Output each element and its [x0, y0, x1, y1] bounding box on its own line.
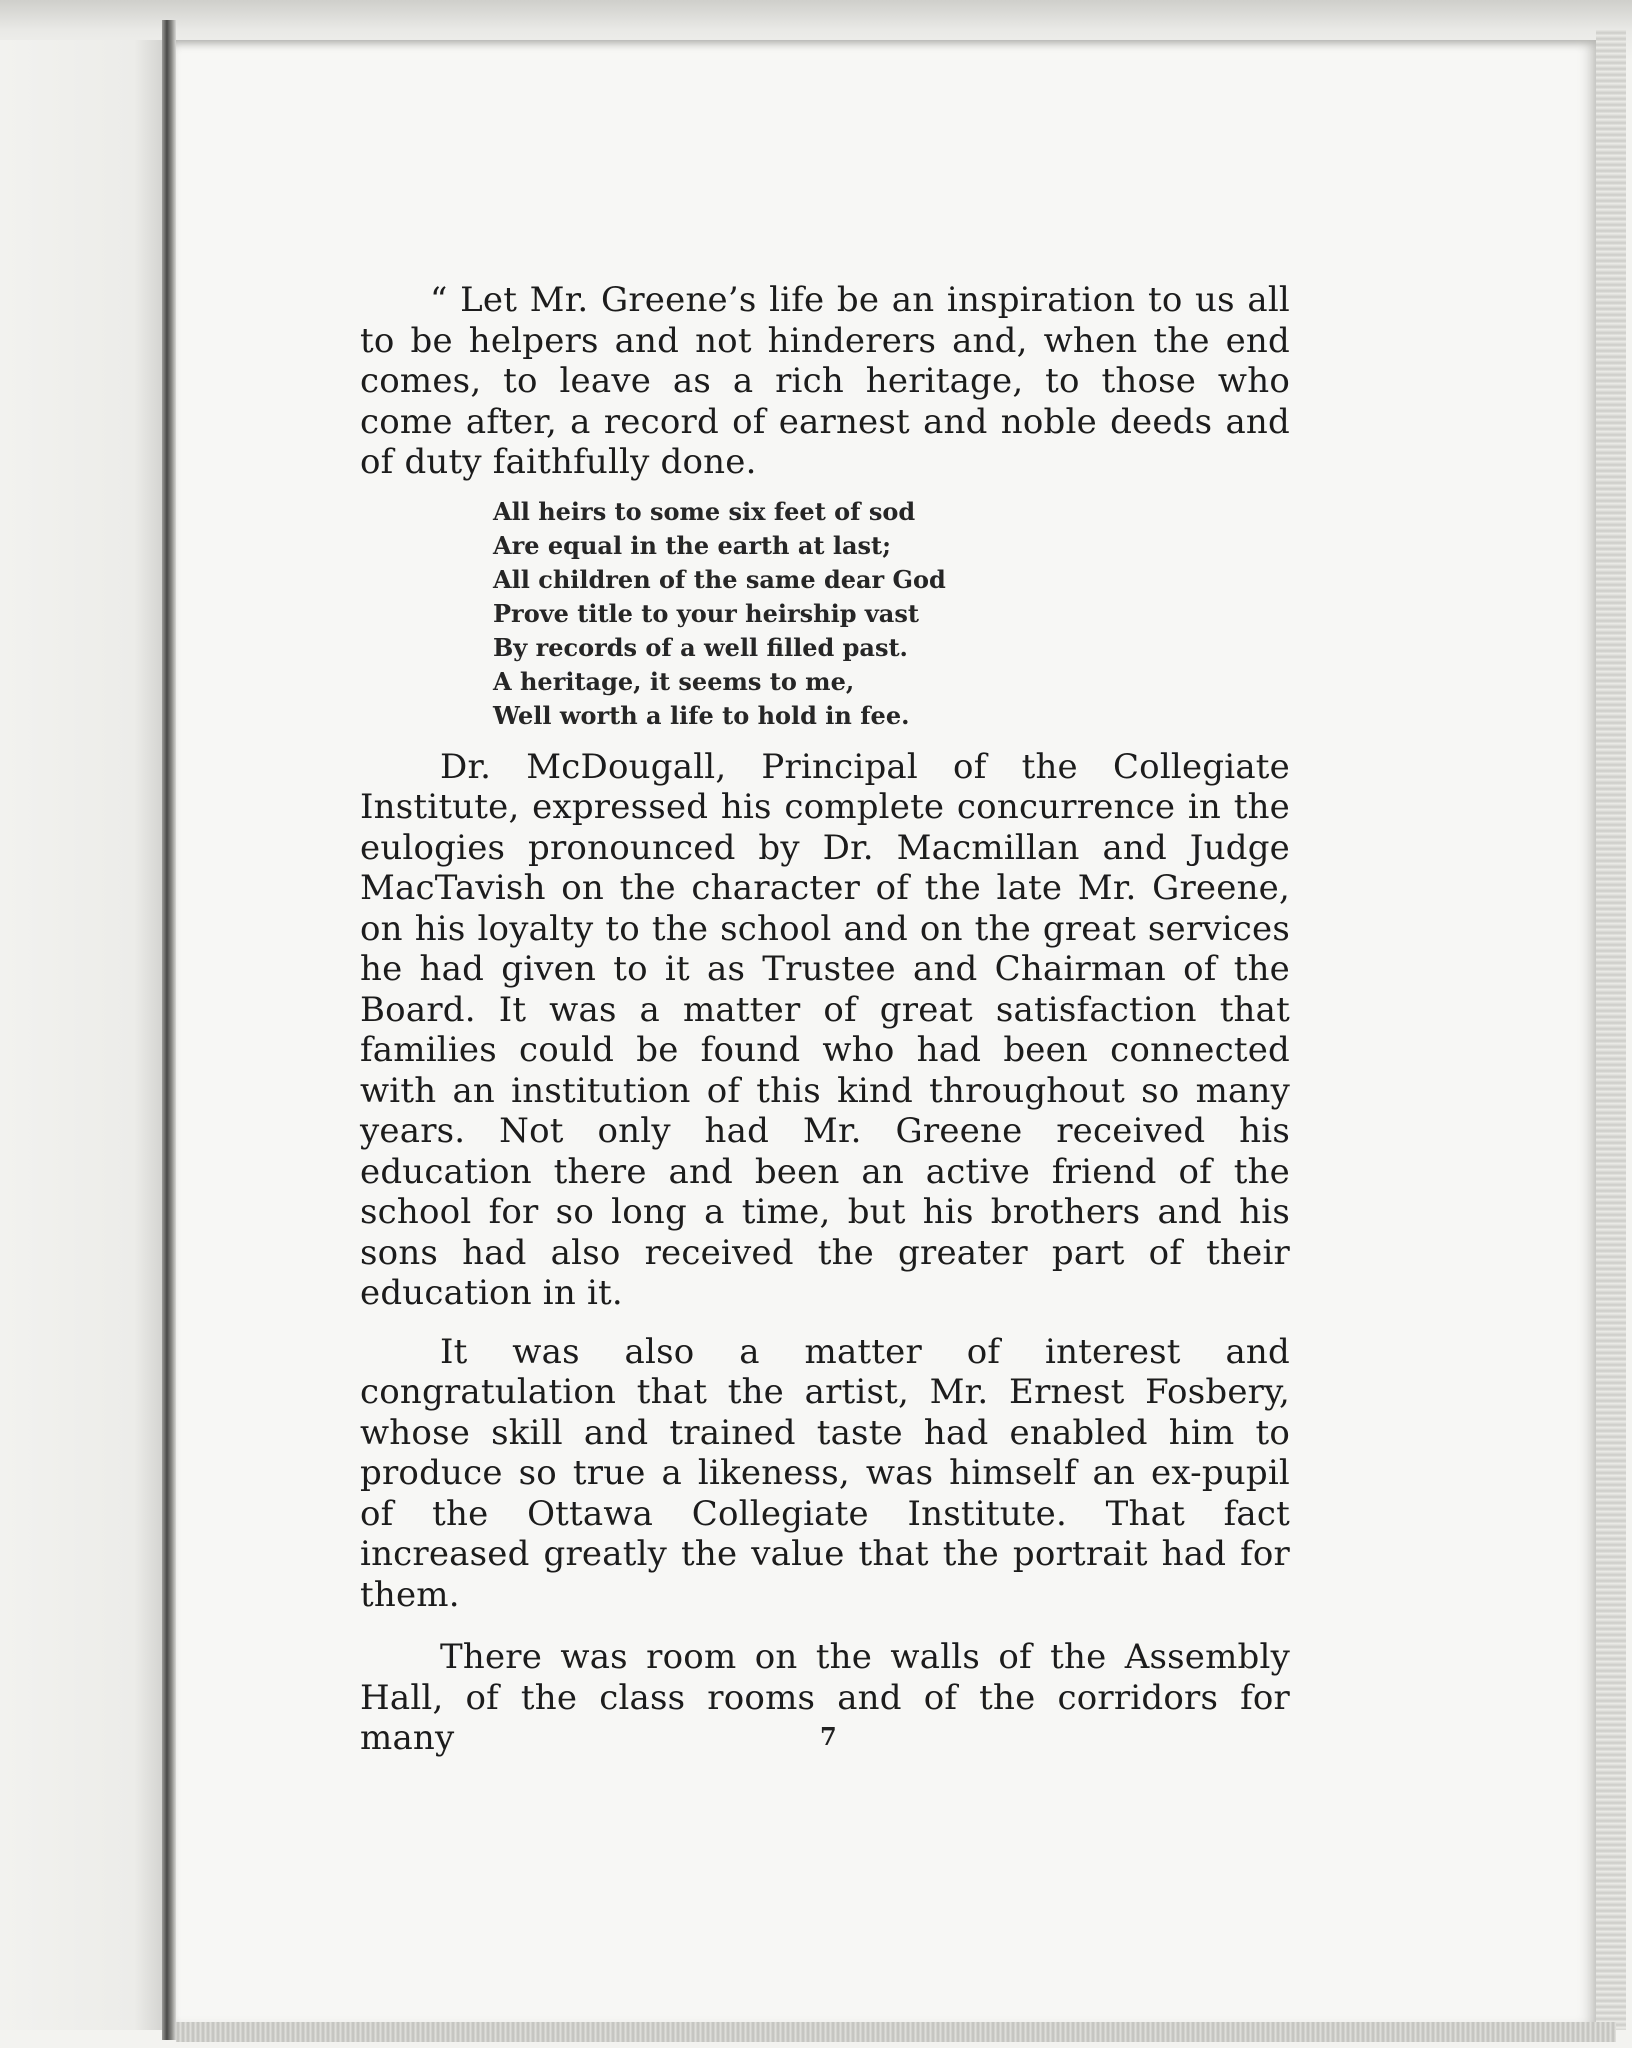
- poem-line: By records of a well filled past.: [493, 632, 908, 662]
- mcdougall-paragraph: Dr. McDougall, Principal of the Collegiate Institute, expressed his complete concurrence in the eulogies pronounced by Dr. Macmillan and Judge MacTavish on the character of the late Mr. Greene, on his loyalty to the school and on the great services he had given to it as Trustee and Chairman of the Board. It was a matter of great satisfaction that families could be found who had been connected with an institution of this kind throughout so many years. Not only had Mr. Greene received his education there and been an active friend of the school for so long a time, but his brothers and his sons had also received the greater part of their education in it.: [360, 746, 1290, 1313]
- book-spine: [162, 20, 176, 2040]
- left-page: [0, 40, 168, 2030]
- poem-line: All children of the same dear God: [493, 564, 946, 594]
- bottom-page-edge: [176, 2022, 1616, 2042]
- page-number: 7: [820, 1722, 837, 1751]
- poem-stanza: [493, 495, 1290, 733]
- poem-line: Well worth a life to hold in fee.: [493, 700, 910, 730]
- assembly-paragraph: There was room on the walls of the Assembly Hall, of the class rooms and of the corridors for many: [360, 1637, 1290, 1758]
- page-edge: [1596, 30, 1626, 2030]
- poem-line: A heritage, it seems to me,: [493, 666, 855, 696]
- poem-line: Prove title to your heirship vast: [493, 598, 919, 628]
- page-text: [360, 280, 1290, 1759]
- poem-line: Are equal in the earth at last;: [493, 530, 891, 560]
- quote-paragraph: “ Let Mr. Greene’s life be an inspiration to us all to be helpers and not hinderers and, when the end comes, to leave as a rich heritage, to those who come after, a record of earnest and noble deeds and of duty faithfully done.: [360, 280, 1290, 482]
- artist-paragraph: It was also a matter of interest and congratulation that the artist, Mr. Ernest Fosbery, whose skill and trained taste had enabled him to produce so true a likeness, was himself an ex-pupil of the Ottawa Collegiate Institute. That fact increased greatly the value that the portrait had for them.: [360, 1331, 1290, 1615]
- poem-line: All heirs to some six feet of sod: [493, 496, 916, 526]
